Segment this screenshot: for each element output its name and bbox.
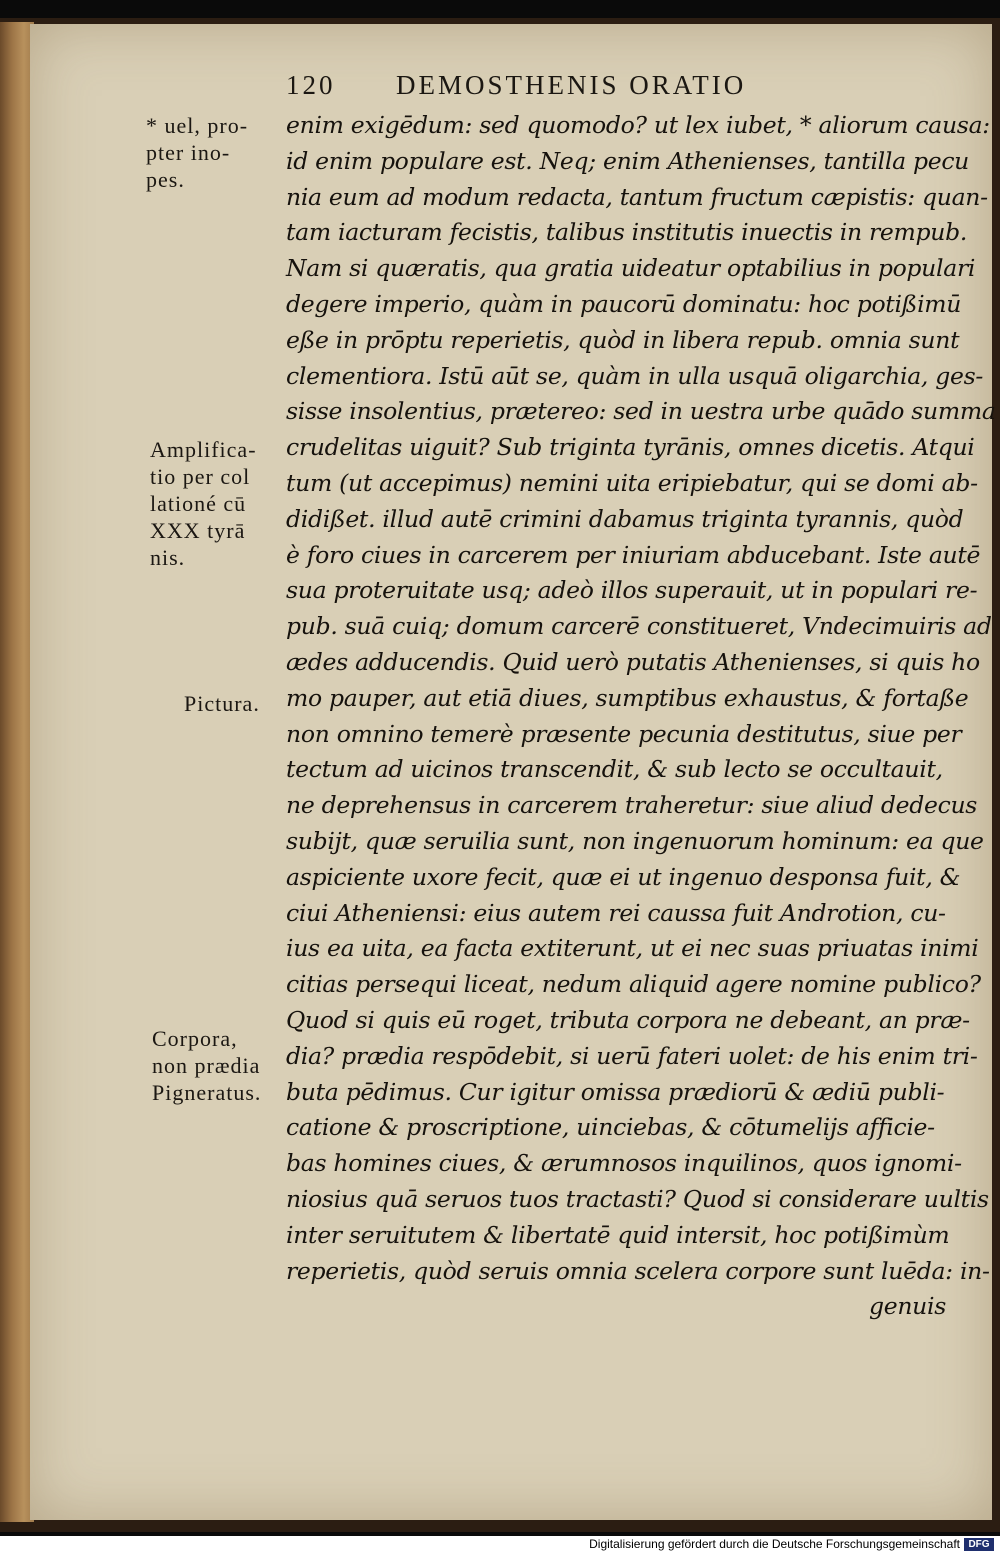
text-line: bas homines ciues, & ærumnosos inquilinos, quos ignomi-: [286, 1149, 962, 1178]
margin-note: Corpora, non prædia Pigneratus.: [152, 1026, 262, 1105]
text-line: crudelitas uiguit? Sub triginta tyrānis, omnes dicetis. Atqui: [286, 433, 975, 462]
text-line: dia? prædia respōdebit, si uerū fateri uolet: de his enim tri-: [286, 1041, 978, 1070]
catchword: genuis: [869, 1292, 946, 1321]
running-header: [286, 70, 876, 110]
text-line: didißet. illud autē crimini dabamus triginta tyrannis, quòd: [286, 504, 964, 533]
text-line: Quod si quis eū roget, tributa corpora ne debeant, an præ-: [286, 1005, 970, 1034]
text-line: sua proteruitate usq; adeò illos superauit, ut in populari re-: [286, 576, 978, 605]
text-line: tam iacturam fecistis, talibus institutis inuectis in rempub.: [286, 218, 967, 247]
text-line: ciui Atheniensi: eius autem rei caussa fuit Androtion, cu-: [286, 898, 946, 927]
footer-credit: Digitalisierung gefördert durch die Deutsche Forschungsgemeinschaft: [589, 1537, 960, 1551]
running-title: DEMOSTHENIS ORATIO: [396, 70, 747, 100]
margin-note: Amplifica- tio per col lationé cū XXX tyrā nis.: [150, 437, 257, 570]
text-line: Nam si quæratis, qua gratia uideatur optabilius in populari: [286, 254, 976, 283]
text-line: catione & proscriptione, uinciebas, & cōtumelijs afficie-: [286, 1113, 935, 1142]
text-line: niosius quā seruos tuos tractasti? Quod si considerare uultis: [286, 1184, 989, 1213]
text-line: clementiora. Istū aūt se, quàm in ulla usquā oligarchia, ges-: [286, 361, 984, 390]
text-line: subijt, quæ seruilia sunt, non ingenuorum hominum: ea que: [286, 826, 984, 855]
dfg-logo: DFG: [964, 1538, 994, 1551]
text-line: id enim populare est. Neq; enim Athenienses, tantilla pecu: [286, 146, 970, 175]
text-line: tectum ad uicinos transcendit, & sub lecto se occultauit,: [286, 755, 943, 784]
text-line: buta pēdimus. Cur igitur omissa prædiorū & ædiū publi-: [286, 1077, 945, 1106]
text-line: inter seruitutem & libertatē quid intersit, hoc potißimùm: [286, 1220, 950, 1249]
text-line: aspiciente uxore fecit, quæ ei ut ingenuo desponsa fuit, &: [286, 862, 961, 891]
text-line: degere imperio, quàm in paucorū dominatu: hoc potißimū: [286, 289, 962, 318]
margin-note: * uel, pro- pter ino- pes.: [146, 113, 249, 192]
text-line: mo pauper, aut etiā diues, sumptibus exhaustus, & fortaße: [286, 683, 969, 712]
text-line: eße in prōptu reperietis, quòd in libera repub. omnia sunt: [286, 325, 960, 354]
text-line: enim exigēdum: sed quomodo? ut lex iubet, * aliorum causa:: [286, 111, 990, 139]
digitization-footer: [0, 1536, 1000, 1554]
text-line: ne deprehensus in carcerem traheretur: siue aliud dedecus: [286, 791, 978, 820]
text-line: non omnino temerè præsente pecunia destitutus, siue per: [286, 719, 962, 748]
page-number: 120: [286, 70, 336, 100]
text-line: pub. suā cuiq; domum carcerē constitueret, Vndecimuiris ad: [286, 612, 992, 641]
text-line: citias persequi liceat, nedum aliquid agere nomine publico?: [286, 970, 981, 999]
margin-note: Pictura.: [184, 691, 260, 716]
text-line: ædes adducendis. Quid uerò putatis Athenienses, si quis ho: [286, 647, 980, 676]
text-line: reperietis, quòd seruis omnia scelera corpore sunt luēda: in-: [286, 1256, 990, 1285]
text-line: tum (ut accepimus) nemini uita eripiebatur, qui se domi ab-: [286, 468, 978, 497]
book-spine-edge: [0, 22, 34, 1522]
text-line: è foro ciues in carcerem per iniuriam abducebant. Iste autē: [286, 540, 981, 569]
text-line: sisse insolentius, prætereo: sed in uestra urbe quādo summa: [286, 397, 996, 426]
text-line: ius ea uita, ea facta extiterunt, ut ei nec suas priuatas inimi: [286, 934, 979, 963]
text-line: nia eum ad modum redacta, tantum fructum cæpistis: quan-: [286, 182, 988, 211]
main-text-block: [286, 108, 996, 1325]
